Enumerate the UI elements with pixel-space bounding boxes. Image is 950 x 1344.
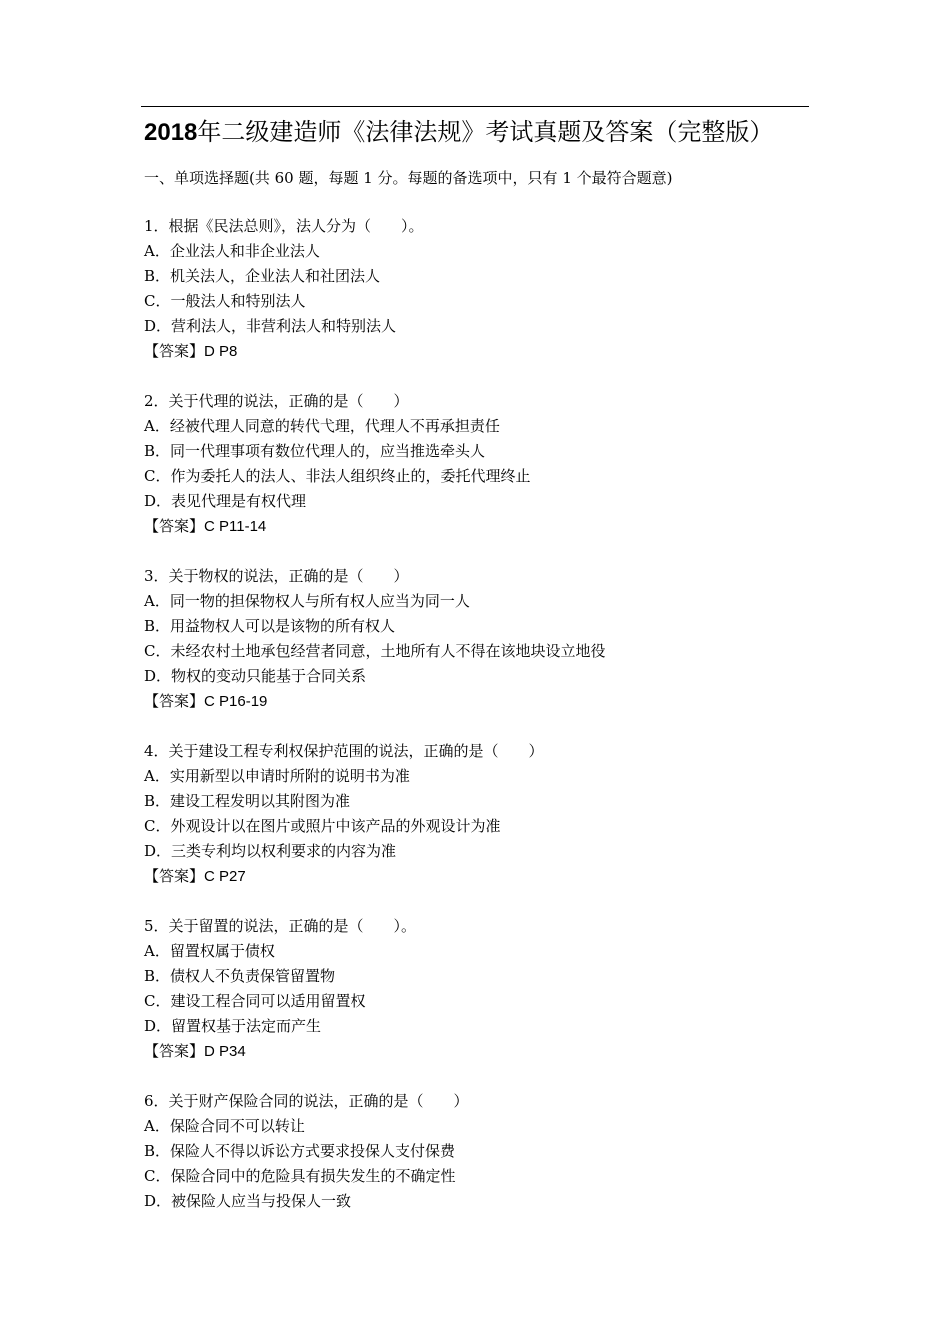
answer-value: C P27	[204, 868, 246, 885]
option-c: C．一般法人和特别法人	[144, 292, 306, 310]
question-2	[144, 389, 824, 539]
option-b: B．保险人不得以诉讼方式要求投保人支付保费	[144, 1142, 456, 1160]
option-a: A．保险合同不可以转让	[144, 1117, 305, 1135]
question-stem: 1．根据《民法总则》，法人分为（ ）。	[144, 217, 424, 235]
question-6	[144, 1089, 824, 1214]
answer-label: 【答案】	[144, 342, 205, 360]
document-title	[144, 115, 834, 150]
option-d: D．三类专利均以权利要求的内容为准	[144, 842, 397, 860]
question-stem: 3．关于物权的说法，正确的是（ ）	[144, 567, 409, 585]
option-d: D．留置权基于法定而产生	[144, 1017, 322, 1035]
question-4	[144, 739, 824, 889]
option-b: B．用益物权人可以是该物的所有权人	[144, 617, 396, 635]
option-b: B．机关法人，企业法人和社团法人	[144, 267, 381, 285]
top-rule-divider	[141, 106, 809, 107]
question-stem: 4．关于建设工程专利权保护范围的说法，正确的是（ ）	[144, 742, 544, 760]
answer-line	[144, 864, 824, 889]
option-b: B．同一代理事项有数位代理人的，应当推选牵头人	[144, 442, 486, 460]
question-3	[144, 564, 824, 714]
question-5	[144, 914, 824, 1064]
answer-line	[144, 1039, 824, 1064]
option-a: A．留置权属于债权	[144, 942, 275, 960]
question-1	[144, 214, 824, 364]
option-d: D．物权的变动只能基于合同关系	[144, 667, 367, 685]
question-stem: 2．关于代理的说法，正确的是（ ）	[144, 392, 409, 410]
option-c: C．未经农村土地承包经营者同意，土地所有人不得在该地块设立地役	[144, 642, 606, 660]
option-d: D．表见代理是有权代理	[144, 492, 307, 510]
option-c: C．保险合同中的危险具有损失发生的不确定性	[144, 1167, 456, 1185]
question-list	[144, 214, 824, 1239]
option-a: A．同一物的担保物权人与所有权人应当为同一人	[144, 592, 470, 610]
option-a: A．实用新型以申请时所附的说明书为准	[144, 767, 410, 785]
option-b: B．建设工程发明以其附图为准	[144, 792, 351, 810]
title-year: 2018	[144, 119, 198, 146]
option-d: D．营利法人，非营利法人和特别法人	[144, 317, 397, 335]
title-text: 年二级建造师《法律法规》考试真题及答案（完整版）	[197, 118, 774, 146]
answer-line	[144, 339, 824, 364]
question-stem: 5．关于留置的说法，正确的是（ ）。	[144, 917, 417, 935]
option-a: A．企业法人和非企业法人	[144, 242, 320, 260]
section-heading: 一、单项选择题(共 60 题，每题 1 分。每题的备选项中，只有 1 个最符合题意)	[144, 169, 673, 187]
option-d: D．被保险人应当与投保人一致	[144, 1192, 352, 1210]
question-stem: 6．关于财产保险合同的说法，正确的是（ ）	[144, 1092, 469, 1110]
answer-value: D P8	[204, 343, 238, 360]
answer-value: C P16-19	[204, 693, 268, 710]
answer-label: 【答案】	[144, 1042, 205, 1060]
option-b: B．债权人不负责保管留置物	[144, 967, 336, 985]
answer-line	[144, 689, 824, 714]
answer-value: C P11-14	[204, 518, 267, 535]
answer-label: 【答案】	[144, 692, 205, 710]
answer-value: D P34	[204, 1043, 246, 1060]
answer-label: 【答案】	[144, 867, 205, 885]
answer-label: 【答案】	[144, 517, 205, 535]
answer-line	[144, 514, 824, 539]
option-c: C．作为委托人的法人、非法人组织终止的，委托代理终止	[144, 467, 531, 485]
option-c: C．外观设计以在图片或照片中该产品的外观设计为准	[144, 817, 501, 835]
option-a: A．经被代理人同意的转代弋理，代理人不再承担责任	[144, 417, 500, 435]
option-c: C．建设工程合同可以适用留置权	[144, 992, 366, 1010]
